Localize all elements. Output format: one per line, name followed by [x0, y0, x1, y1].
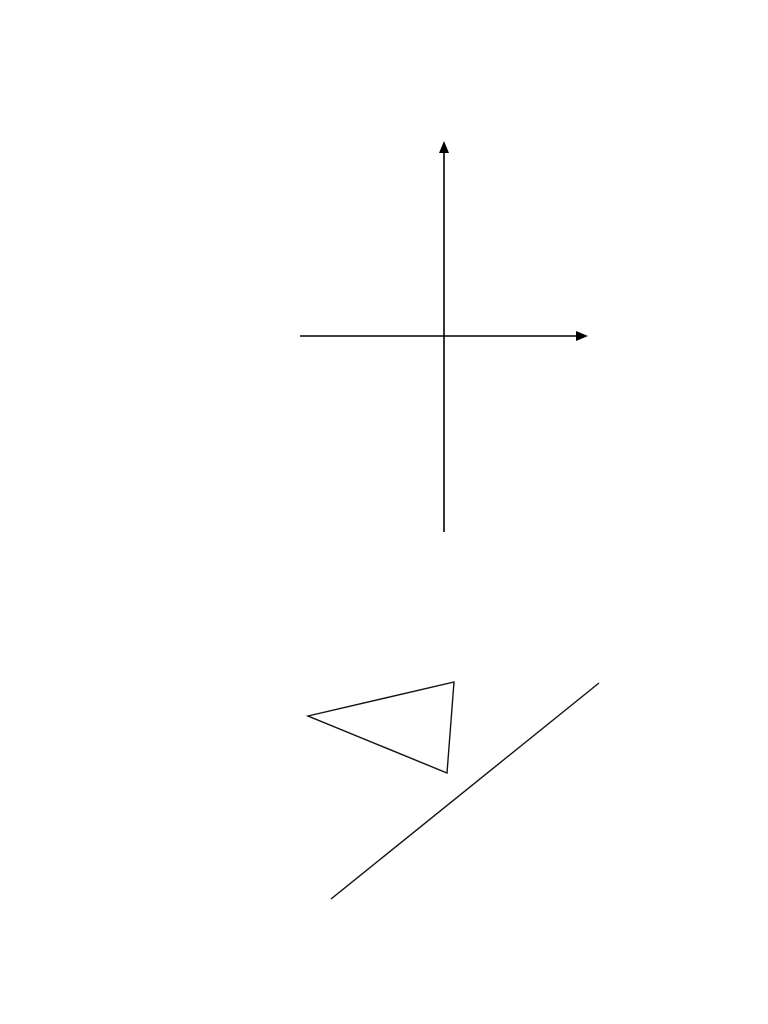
axes: [300, 141, 588, 532]
task-3-heading: [103, 618, 111, 638]
triangle-figure: [308, 682, 599, 899]
triangle-abc: [308, 682, 454, 773]
mirror-axis-t: [331, 683, 599, 899]
x-axis-arrow-icon: [576, 331, 588, 341]
y-axis-arrow-icon: [439, 141, 449, 153]
coordinate-grid: [300, 141, 588, 532]
